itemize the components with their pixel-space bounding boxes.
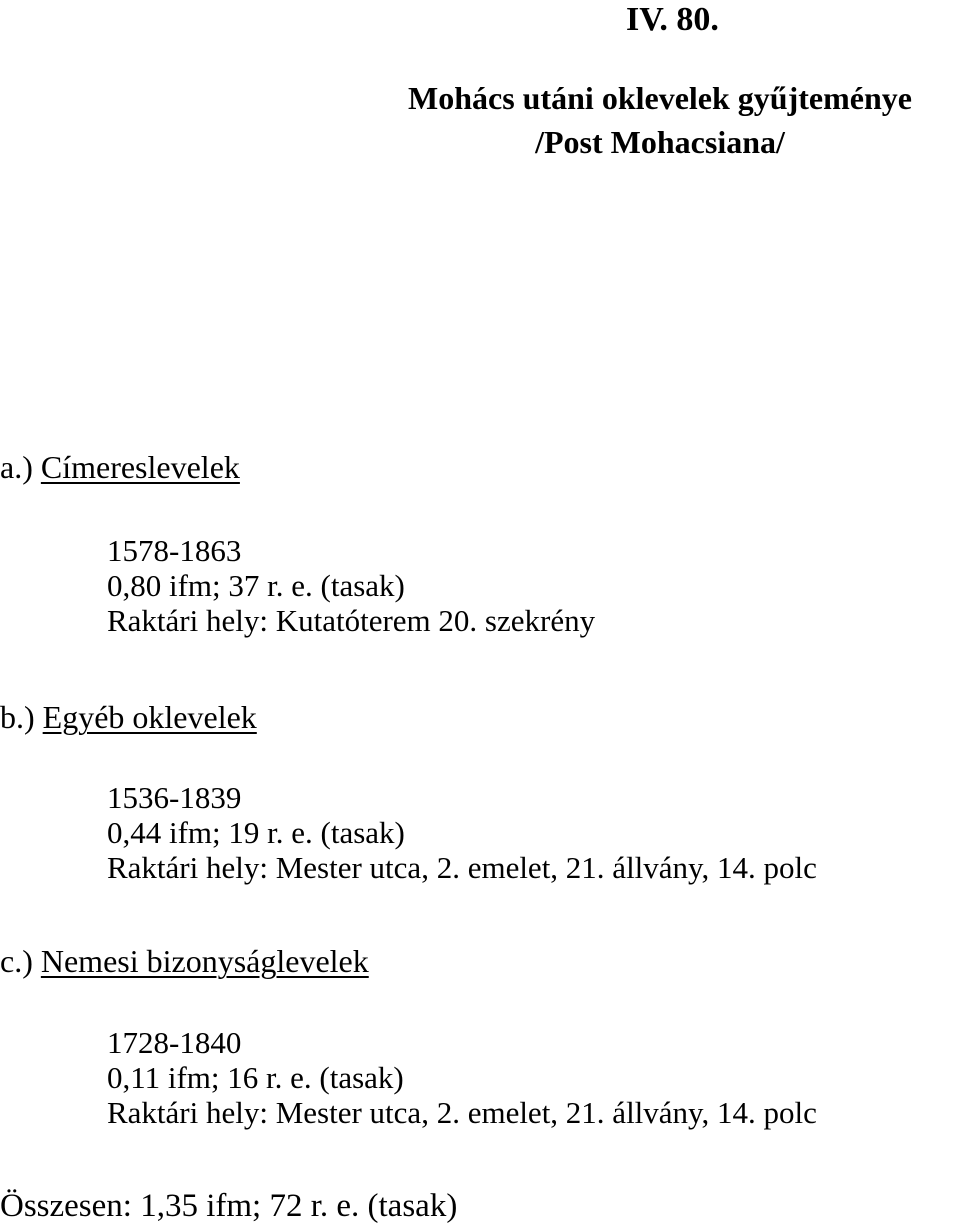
section-b-location: Raktári hely: Mester utca, 2. emelet, 21. állvány, 14. polc bbox=[107, 850, 817, 885]
section-c-title: Nemesi bizonyságlevelek bbox=[40, 943, 369, 979]
section-a-extent: 0,80 ifm; 37 r. e. (tasak) bbox=[107, 568, 405, 603]
section-c-years: 1728-1840 bbox=[107, 1025, 242, 1060]
total-summary: Összesen: 1,35 ifm; 72 r. e. (tasak) bbox=[0, 1188, 458, 1224]
section-b-title: Egyéb oklevelek bbox=[42, 699, 257, 735]
section-b-heading bbox=[0, 697, 257, 737]
section-c-details bbox=[107, 1025, 817, 1130]
section-a-details bbox=[107, 533, 595, 638]
title-line-2: /Post Mohacsiana/ bbox=[535, 124, 785, 160]
section-b-extent: 0,44 ifm; 19 r. e. (tasak) bbox=[107, 815, 405, 850]
section-a-heading bbox=[0, 447, 240, 487]
section-b-details bbox=[107, 780, 817, 885]
reference-number: IV. 80. bbox=[626, 1, 719, 38]
section-b-prefix: b.) bbox=[0, 699, 43, 735]
title-line-1: Mohács utáni oklevelek gyűjteménye bbox=[408, 80, 912, 116]
page-title bbox=[380, 76, 940, 164]
section-a-title: Címereslevelek bbox=[40, 449, 240, 485]
section-c-heading bbox=[0, 941, 369, 981]
section-a-location: Raktári hely: Kutatóterem 20. szekrény bbox=[107, 603, 596, 638]
section-a-years: 1578-1863 bbox=[107, 533, 242, 568]
section-a-prefix: a.) bbox=[0, 449, 41, 485]
section-b-years: 1536-1839 bbox=[107, 780, 242, 815]
section-c-prefix: c.) bbox=[0, 943, 41, 979]
section-c-location: Raktári hely: Mester utca, 2. emelet, 21. állvány, 14. polc bbox=[107, 1095, 817, 1130]
section-c-extent: 0,11 ifm; 16 r. e. (tasak) bbox=[107, 1060, 404, 1095]
